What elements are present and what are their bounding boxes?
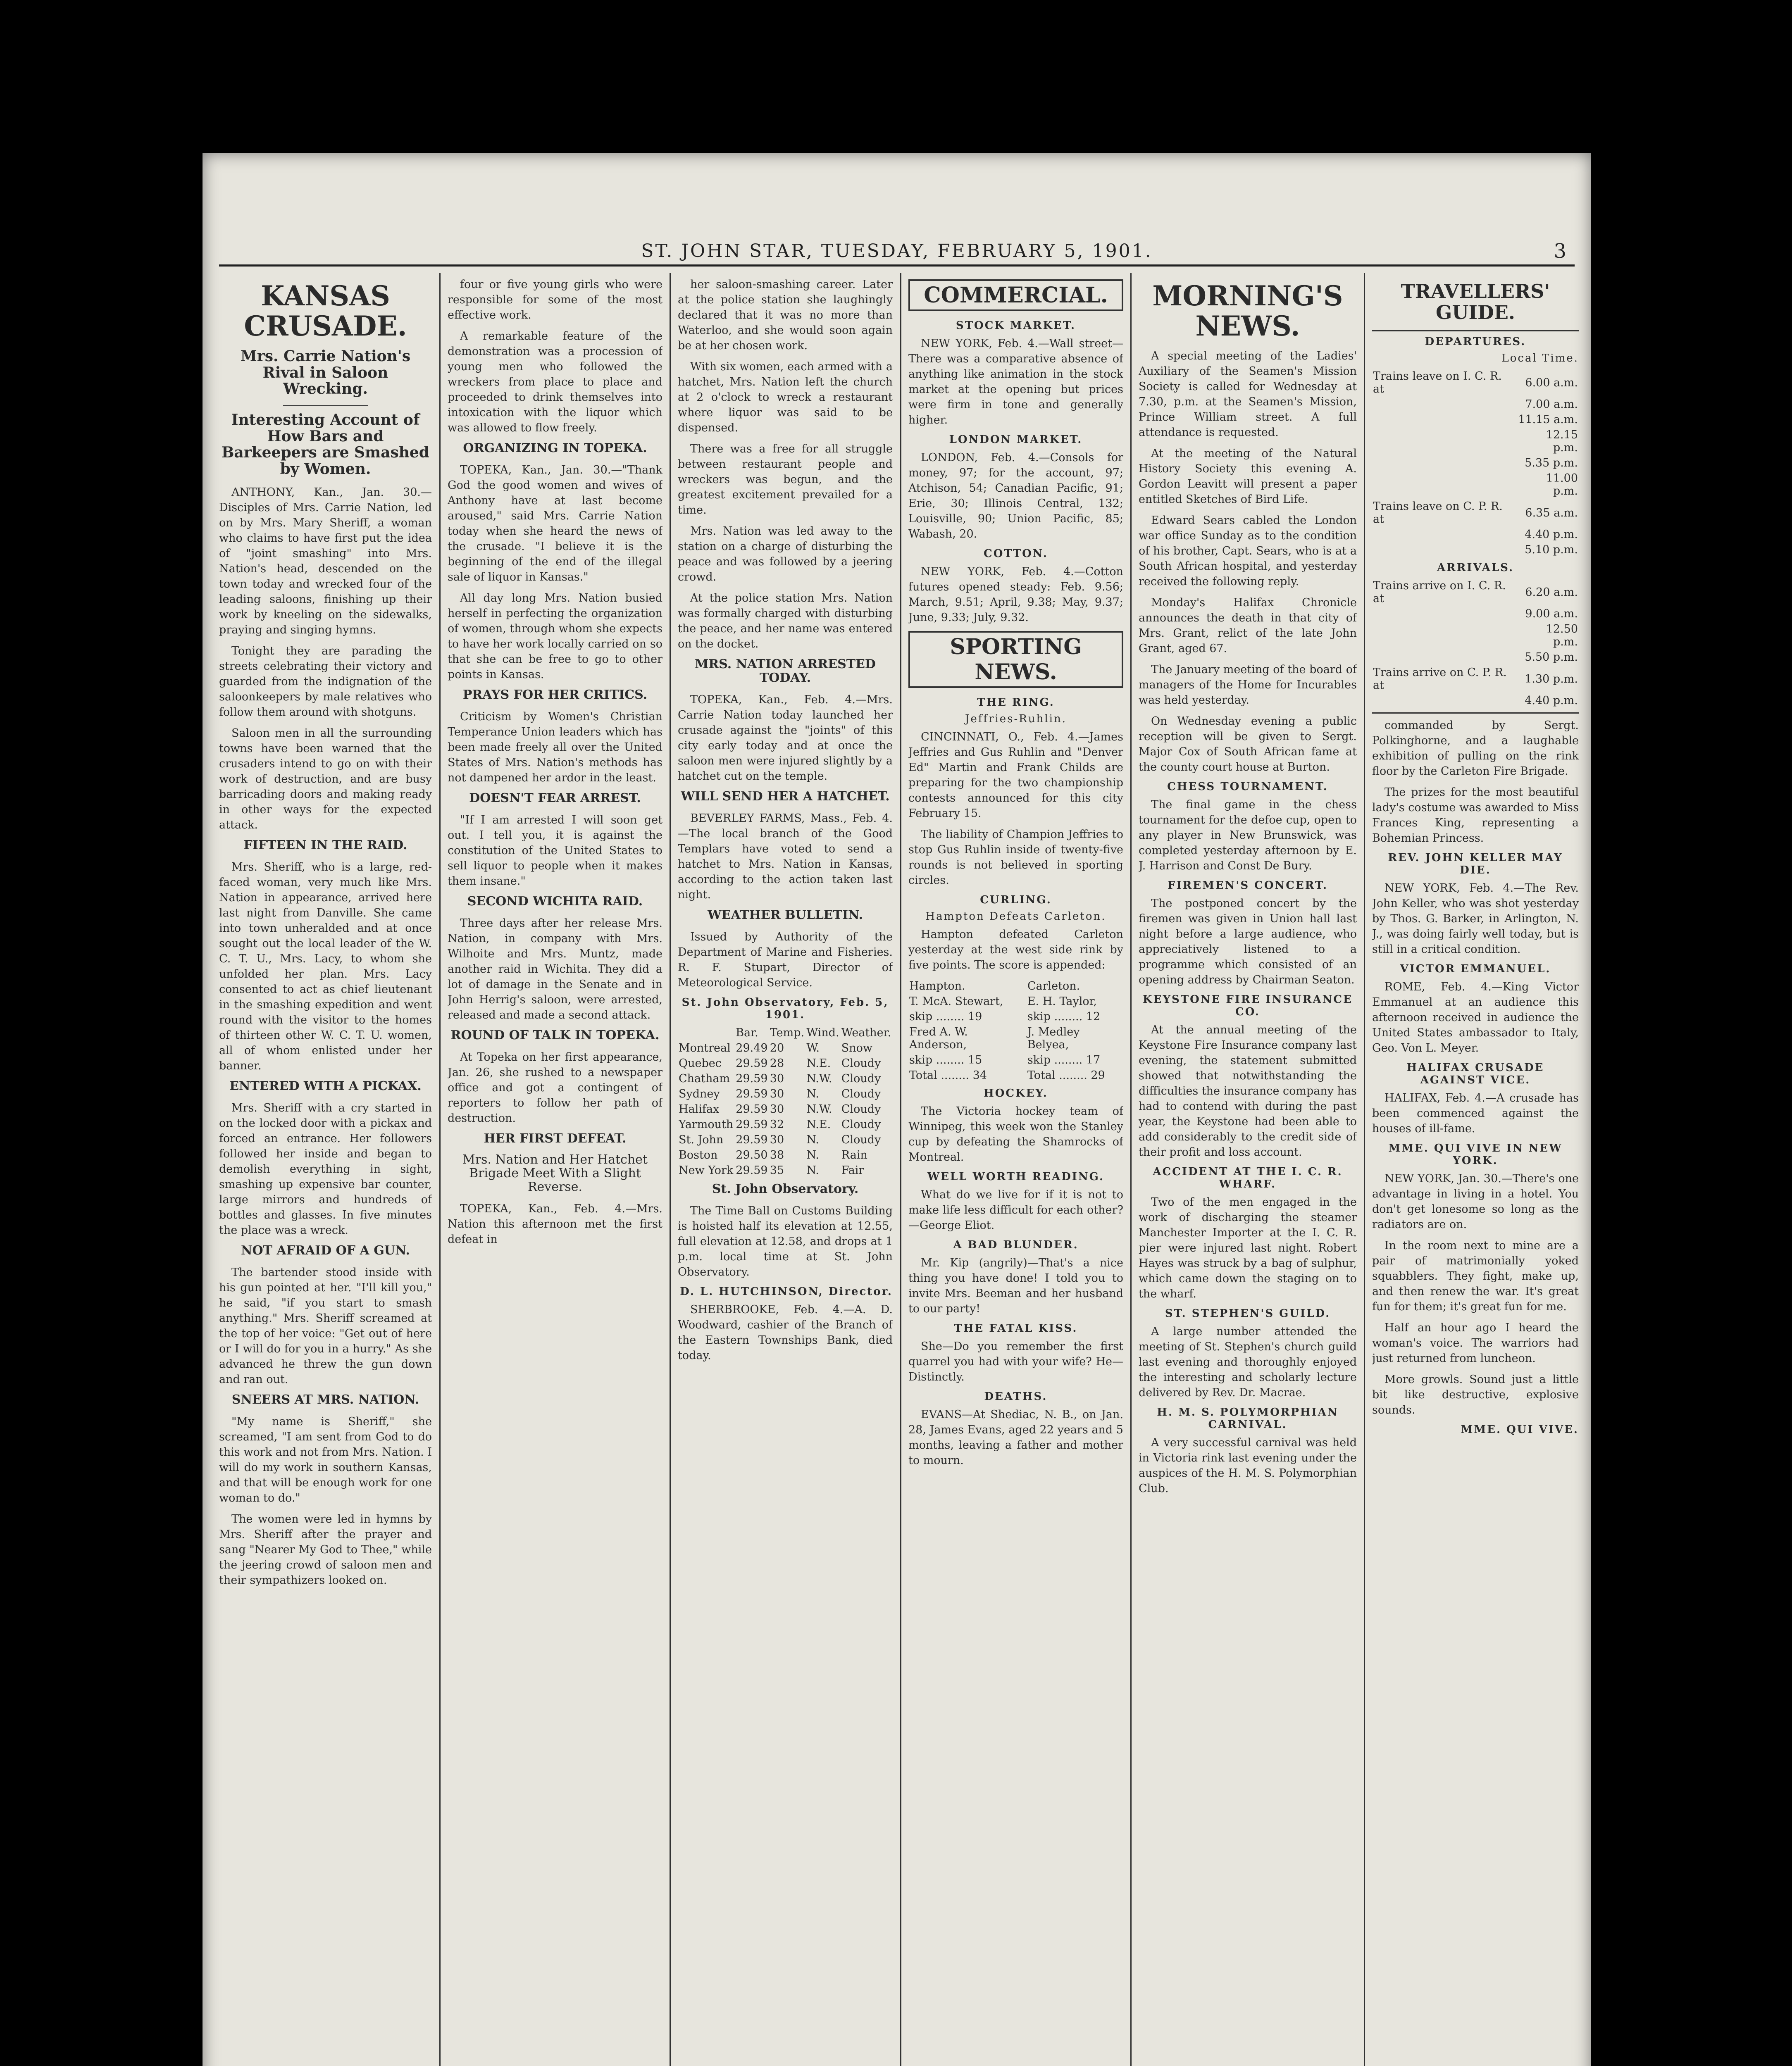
paragraph: The Victoria hockey team of Winnipeg, this week won the Stanley cup by defeating the Shamrocks of Montreal. bbox=[908, 1105, 1123, 1164]
section-banner-commercial: COMMERCIAL. bbox=[908, 279, 1123, 311]
section-heading: HOCKEY. bbox=[984, 1087, 1048, 1100]
table-cell: 30 bbox=[770, 1133, 784, 1146]
column-rule bbox=[1130, 273, 1132, 2066]
time-note: Local Time. bbox=[1501, 352, 1579, 365]
headline: TRAVELLERS' GUIDE. bbox=[1401, 280, 1550, 324]
column-travellers-guide bbox=[1372, 277, 1579, 2066]
section-heading: WEATHER BULLETIN. bbox=[708, 908, 863, 922]
column-rule bbox=[1364, 273, 1365, 2066]
section-heading: MRS. NATION ARRESTED TODAY. bbox=[695, 657, 876, 685]
table-row bbox=[1372, 606, 1579, 621]
section-heading: H. M. S. POLYMORPHIAN CARNIVAL. bbox=[1157, 1406, 1339, 1431]
headline: MORNING'S NEWS. bbox=[1152, 280, 1343, 342]
paragraph: There was a free for all struggle between restaurant people and wreckers was begun, and the greatest excitement prevailed for a time. bbox=[678, 443, 893, 516]
table-row bbox=[1372, 542, 1579, 557]
paragraph: BEVERLEY FARMS, Mass., Feb. 4.—The local branch of the Good Templars have voted to send a hatchet to Mrs. Nation in Kansas, according to the action taken last night. bbox=[678, 812, 893, 901]
table-cell: Trains leave on I. C. R. at bbox=[1373, 370, 1502, 396]
table-row bbox=[908, 994, 1123, 1009]
paragraph: ROME, Feb. 4.—King Victor Emmanuel at an audience this afternoon received in audience the United States ambassador to Italy, Geo. Von L. Meyer. bbox=[1372, 981, 1579, 1055]
section-heading: CURLING. bbox=[980, 894, 1052, 906]
section-heading: SNEERS AT MRS. NATION. bbox=[231, 1392, 419, 1407]
table-cell: 6.35 a.m. bbox=[1525, 506, 1578, 519]
table-row bbox=[1372, 397, 1579, 412]
table-cell: 12.15 p.m. bbox=[1546, 428, 1578, 455]
table-cell: 4.40 p.m. bbox=[1525, 528, 1578, 541]
table-cell: Fair bbox=[841, 1164, 864, 1177]
table-row bbox=[1372, 412, 1579, 427]
table-row bbox=[678, 1132, 893, 1147]
paragraph: commanded by Sergt. Polkinghorne, and a laughable exhibition of pulling on the rink floor by the Carleton Fire Brigade. bbox=[1372, 719, 1579, 778]
table-cell: Yarmouth bbox=[679, 1118, 734, 1131]
paragraph: All day long Mrs. Nation busied herself in perfecting the organization of women, through whom she expects to have her work locally carried on so that she can be free to go to other points in Kansas. bbox=[448, 592, 662, 681]
section-heading: SECOND WICHITA RAID. bbox=[467, 894, 643, 909]
table-row bbox=[1372, 578, 1579, 606]
table-cell: W. bbox=[806, 1042, 820, 1054]
paragraph: The prizes for the most beautiful lady's costume was awarded to Miss Frances King, representing a Bohemian Princess. bbox=[1372, 786, 1579, 845]
table-row bbox=[1372, 369, 1579, 397]
paragraph: "If I am arrested I will soon get out. I tell you, it is against the constitution of the United States to sell liquor to people when it makes them insane." bbox=[448, 814, 662, 888]
table-row bbox=[1372, 665, 1579, 693]
table-row bbox=[1372, 499, 1579, 527]
table-cell: 29.49 bbox=[736, 1042, 768, 1054]
table-cell: 11.00 p.m. bbox=[1546, 472, 1578, 498]
paragraph: her saloon-smashing career. Later at the police station she laughingly declared that it was no more than Waterloo, and she would soon again be at her chosen work. bbox=[678, 278, 893, 352]
paragraph: Monday's Halifax Chronicle announces the death in that city of Mrs. Grant, relict of the late John Grant, aged 67. bbox=[1139, 596, 1357, 655]
table-cell: Chatham bbox=[679, 1072, 730, 1085]
table-row bbox=[908, 1024, 1123, 1052]
paragraph: The women were led in hymns by Mrs. Sheriff after the prayer and sang "Nearer My God to Thee," while the jeering crowd of saloon men and their sympathizers looked on. bbox=[219, 1513, 432, 1587]
paragraph: At the meeting of the Natural History Society this evening A. Gordon Leavitt will present a paper entitled Sketches of Bird Life. bbox=[1139, 447, 1357, 506]
paragraph: TOPEKA, Kan., Feb. 4.—Mrs. Nation this afternoon met the first defeat in bbox=[448, 1202, 662, 1246]
table-cell: 5.50 p.m. bbox=[1525, 651, 1578, 664]
table-cell: 29.59 bbox=[736, 1164, 768, 1177]
section-heading: DEATHS. bbox=[984, 1390, 1048, 1403]
table-cell bbox=[1372, 527, 1517, 542]
column-kansas-crusade bbox=[219, 277, 432, 2066]
subhead: Hampton Defeats Carleton. bbox=[925, 910, 1106, 923]
table-row bbox=[678, 1163, 893, 1178]
paragraph: four or five young girls who were responsible for some of the most effective work. bbox=[448, 278, 662, 321]
section-heading: STOCK MARKET. bbox=[956, 319, 1076, 332]
table-cell: Trains arrive on I. C. R. at bbox=[1373, 579, 1506, 605]
section-heading: ARRIVALS. bbox=[1437, 562, 1514, 574]
divider bbox=[283, 405, 368, 406]
table-cell: T. McA. Stewart, bbox=[909, 995, 1003, 1008]
table-cell: Cloudy bbox=[841, 1118, 881, 1131]
column-rule bbox=[900, 273, 901, 2066]
section-heading: ACCIDENT AT THE I. C. R. WHARF. bbox=[1153, 1166, 1343, 1191]
paragraph: The postponed concert by the firemen was given in Union hall last night before a large audience, who appreciatively listened to a programme which consisted of an opening address by Chairman Seaton. bbox=[1139, 897, 1357, 987]
paragraph: She—Do you remember the first quarrel you had with your wife? He—Distinctly. bbox=[908, 1340, 1123, 1383]
paragraph: Tonight they are parading the streets celebrating their victory and guarded from the indignation of the saloonkeepers by male relatives who follow them around with shotguns. bbox=[219, 645, 432, 719]
table-row bbox=[1372, 471, 1579, 499]
page-number: 3 bbox=[1554, 240, 1566, 263]
table-cell: 5.35 p.m. bbox=[1525, 457, 1578, 470]
table-row bbox=[1372, 527, 1579, 542]
table-cell: 29.59 bbox=[736, 1057, 768, 1070]
section-heading: MME. QUI VIVE IN NEW YORK. bbox=[1388, 1142, 1563, 1167]
table-cell: Cloudy bbox=[841, 1088, 881, 1100]
column-3 bbox=[678, 277, 893, 2066]
table-cell: skip ........ 17 bbox=[1027, 1054, 1101, 1066]
column-rule bbox=[670, 273, 671, 2066]
table-cell: 7.00 a.m. bbox=[1525, 398, 1578, 411]
paragraph: ANTHONY, Kan., Jan. 30.—Disciples of Mrs. Carrie Nation, led on by Mrs. Mary Sheriff, a woman who claims to have first put the idea of "joint smashing" into Mrs. Nation's head, descended on the town today and wrecked four of the leading saloons, finishing up their work by kneeling on the sidewalks, praying and singing hymns. bbox=[219, 486, 432, 637]
column-rule bbox=[439, 273, 441, 2066]
section-heading: HALIFAX CRUSADE AGAINST VICE. bbox=[1406, 1062, 1544, 1087]
paragraph: In the room next to mine are a pair of matrimonially yoked squabblers. They fight, make up, and then renew the war. It's great fun for them; it's great fun for me. bbox=[1372, 1239, 1579, 1314]
table-cell: Total ........ 29 bbox=[1027, 1069, 1105, 1082]
table-header: Carleton. bbox=[1027, 980, 1080, 993]
table-header: Temp. bbox=[770, 1026, 805, 1039]
section-heading: THE RING. bbox=[977, 696, 1055, 709]
table-cell bbox=[1372, 397, 1517, 412]
signature: D. L. HUTCHINSON, Director. bbox=[680, 1285, 893, 1298]
table-cell: 30 bbox=[770, 1072, 784, 1085]
column-2 bbox=[448, 277, 662, 2066]
table-row bbox=[1372, 455, 1579, 471]
paragraph: Edward Sears cabled the London war office Sunday as to the condition of his brother, Capt. Sears, who is at a South African hospital, and yesterday received the following reply. bbox=[1139, 514, 1357, 588]
subhead: Interesting Account of How Bars and Barkeepers are Smashed by Women. bbox=[222, 411, 429, 478]
paragraph: EVANS—At Shediac, N. B., on Jan. 28, James Evans, aged 22 years and 5 months, leaving a father and mother to mourn. bbox=[908, 1408, 1123, 1467]
table-cell: 30 bbox=[770, 1103, 784, 1116]
table-cell: Total ........ 34 bbox=[909, 1069, 987, 1082]
table-cell: N.W. bbox=[806, 1072, 832, 1085]
table-cell: 12.50 p.m. bbox=[1546, 623, 1578, 649]
table-cell: 1.30 p.m. bbox=[1525, 672, 1578, 685]
table-cell: Trains arrive on C. P. R. at bbox=[1373, 666, 1507, 692]
paragraph: Mrs. Sheriff with a cry started in on the locked door with a pickax and forced an entrance. Her followers followed her inside and began to demolish everything in sight, smashing up expensive bar counter, large mirrors and hundreds of bottles and glasses. In five minutes the place was a wreck. bbox=[219, 1102, 432, 1237]
table-cell: 29.59 bbox=[736, 1118, 768, 1131]
section-heading: HER FIRST DEFEAT. bbox=[484, 1131, 627, 1146]
weather-table bbox=[678, 1025, 893, 1178]
table-cell bbox=[1372, 621, 1518, 650]
section-heading: A BAD BLUNDER. bbox=[953, 1239, 1079, 1251]
table-cell: Trains leave on C. P. R. at bbox=[1373, 500, 1503, 526]
paragraph: At the police station Mrs. Nation was formally charged with disturbing the peace, and her name was entered on the docket. bbox=[678, 592, 893, 650]
table-header: Weather. bbox=[841, 1026, 891, 1039]
table-cell: Halifax bbox=[679, 1103, 720, 1116]
table-cell: N. bbox=[806, 1149, 819, 1162]
paragraph: At Topeka on her first appearance, Jan. 26, she rushed to a newspaper office and got a contingent of reporters to follow her path of destruction. bbox=[448, 1051, 662, 1125]
table-cell: 28 bbox=[770, 1057, 784, 1070]
paragraph: At the annual meeting of the Keystone Fire Insurance company last evening, the statement submitted showed that notwithstanding the difficulties the insurance company has had to contend with during the past year, the Keystone had been able to add considerably to the credit side of their profit and loss account. bbox=[1139, 1023, 1357, 1159]
table-row bbox=[1372, 427, 1579, 455]
section-heading: COTTON. bbox=[984, 547, 1048, 560]
table-cell: Cloudy bbox=[841, 1057, 881, 1070]
section-heading: DOESN'T FEAR ARREST. bbox=[469, 791, 641, 805]
section-heading: DEPARTURES. bbox=[1425, 336, 1526, 348]
masthead-title: ST. JOHN STAR, TUESDAY, FEBRUARY 5, 1901. bbox=[641, 240, 1153, 262]
table-row bbox=[1372, 621, 1579, 650]
table-cell: Rain bbox=[841, 1149, 867, 1162]
paragraph: The Time Ball on Customs Building is hoisted half its elevation at 12.55, full elevation at 12.58, and drops at 1 p.m. local time at St. John Observatory. bbox=[678, 1204, 893, 1278]
table-row bbox=[678, 1071, 893, 1086]
table-row bbox=[908, 1068, 1123, 1083]
table-row bbox=[678, 1040, 893, 1056]
paragraph: More growls. Sound just a little bit like destructive, explosive sounds. bbox=[1372, 1373, 1579, 1417]
table-cell: N.E. bbox=[806, 1118, 831, 1131]
paragraph: LONDON, Feb. 4.—Consols for money, 97; for the account, 97; Atchison, 54; Canadian Pacific, 91; Erie, 30; Illinois Central, 132; Louisville, 90; Union Pacific, 85; Wabash, 20. bbox=[908, 451, 1123, 540]
table-cell: Cloudy bbox=[841, 1072, 881, 1085]
table-row bbox=[908, 1052, 1123, 1068]
table-cell: skip ........ 12 bbox=[1027, 1010, 1101, 1023]
table-header: Wind. bbox=[806, 1026, 839, 1039]
paragraph: Saloon men in all the surrounding towns have been warned that the crusaders intend to go on with their work of destruction, and are busy barricading doors and making ready in other ways for the expected attack. bbox=[219, 727, 432, 832]
table-cell bbox=[1372, 693, 1518, 708]
table-row bbox=[678, 1086, 893, 1102]
paragraph: Mrs. Sheriff, who is a large, red-faced woman, very much like Mrs. Nation in appearance, arrived here last night from Danville. She came into town unheralded and at once sought out the local leader of the W. C. T. U., Mrs. Lacy, to whom she unfolded her plan. Mrs. Lacy consented to act as chief lieutenant in the smashing expedition and went round with the visitor to the homes of thirteen other W. C. T. U. women, all of whom enlisted under her banner. bbox=[219, 861, 432, 1073]
table-cell: 29.59 bbox=[736, 1103, 768, 1116]
table-cell: 6.20 a.m. bbox=[1525, 586, 1578, 599]
paragraph: Criticism by Women's Christian Temperance Union leaders which has been made freely all over the United States of Mrs. Nation's methods has not dampened her ardor in the least. bbox=[448, 710, 662, 784]
section-heading: REV. JOHN KELLER MAY DIE. bbox=[1388, 852, 1563, 877]
paragraph: NEW YORK, Feb. 4.—Cotton futures opened steady: Feb. 9.56; March, 9.51; April, 9.38; May, 9.37; June, 9.33; July, 9.32. bbox=[908, 565, 1123, 624]
paragraph: "My name is Sheriff," she screamed, "I am sent from God to do this work and not from Mrs. Nation. I will do my work in southern Kansas, and that will be enough work for one woman to do." bbox=[219, 1415, 432, 1505]
paragraph: Mr. Kip (angrily)—That's a nice thing you have done! I told you to invite Mrs. Beeman and her husband to our party! bbox=[908, 1257, 1123, 1315]
subhead: Jeffries-Ruhlin. bbox=[965, 713, 1067, 725]
section-heading: THE FATAL KISS. bbox=[954, 1322, 1078, 1335]
table-cell: N. bbox=[806, 1164, 819, 1177]
section-heading: ROUND OF TALK IN TOPEKA. bbox=[450, 1028, 660, 1043]
paragraph: SHERBROOKE, Feb. 4.—A. D. Woodward, cashier of the Branch of the Eastern Townships Bank, died today. bbox=[678, 1303, 893, 1362]
departures-table bbox=[1372, 369, 1579, 557]
paragraph: Three days after her release Mrs. Nation, in company with Mrs. Wilhoite and Mrs. Muntz, made another raid in Wichita. They did a lot of damage in the Senate and in John Herrig's saloon, were arrested, released and made a second attack. bbox=[448, 917, 662, 1021]
section-heading: ORGANIZING IN TOPEKA. bbox=[463, 441, 647, 455]
table-cell: Quebec bbox=[679, 1057, 722, 1070]
table-cell: N.E. bbox=[806, 1057, 831, 1070]
paragraph: What do we live for if it is not to make life less difficult for each other?—George Eliot. bbox=[908, 1188, 1123, 1232]
paragraph: On Wednesday evening a public reception will be given to Sergt. Major Cox of South African fame at the county court house at Burton. bbox=[1139, 715, 1357, 774]
masthead bbox=[219, 240, 1575, 267]
table-cell: 30 bbox=[770, 1088, 784, 1100]
arrivals-table bbox=[1372, 578, 1579, 708]
paragraph: NEW YORK, Jan. 30.—There's one advantage in living in a hotel. You don't get lonesome so long as the radiators are on. bbox=[1372, 1172, 1579, 1231]
table-cell: skip ........ 15 bbox=[909, 1054, 982, 1066]
paragraph: The liability of Champion Jeffries to stop Gus Ruhlin inside of twenty-five rounds is not believed in sporting circles. bbox=[908, 828, 1123, 887]
table-cell: New York bbox=[679, 1164, 734, 1177]
table-cell: 4.40 p.m. bbox=[1525, 694, 1578, 707]
section-heading: ENTERED WITH A PICKAX. bbox=[229, 1079, 422, 1094]
paragraph: A large number attended the meeting of St. Stephen's church guild last evening and thoroughly enjoyed the interesting and scholarly lecture delivered by Rev. Dr. Macrae. bbox=[1139, 1325, 1357, 1400]
table-cell: E. H. Taylor, bbox=[1027, 995, 1097, 1008]
section-heading: St. John Observatory. bbox=[712, 1182, 859, 1196]
table-row bbox=[678, 1117, 893, 1132]
table-cell: Cloudy bbox=[841, 1103, 881, 1116]
table-cell: 35 bbox=[770, 1164, 784, 1177]
table-row bbox=[1372, 693, 1579, 708]
weather-title: St. John Observatory, Feb. 5, 1901. bbox=[682, 996, 889, 1021]
divider bbox=[1372, 712, 1579, 714]
table-cell: St. John bbox=[679, 1133, 724, 1146]
column-commercial-sporting bbox=[908, 277, 1123, 2066]
paragraph: A remarkable feature of the demonstration was a procession of young men who followed the wreckers from place to place and proceeded to drink themselves into intoxication with the liquor which was allowed to flow freely. bbox=[448, 330, 662, 434]
section-heading: PRAYS FOR HER CRITICS. bbox=[462, 688, 648, 702]
table-cell: 29.50 bbox=[736, 1149, 768, 1162]
table-cell: 6.00 a.m. bbox=[1525, 376, 1578, 389]
divider bbox=[1372, 330, 1579, 331]
paragraph: NEW YORK, Feb. 4.—The Rev. John Keller, who was shot yesterday by Thos. G. Barker, in Arlington, N. J., was doing fairly well today, but is still in a critical condition. bbox=[1372, 882, 1579, 956]
table-row bbox=[1372, 650, 1579, 665]
paragraph: The final game in the chess tournament for the defoe cup, open to any player in New Brunswick, was completed yesterday afternoon by E. J. Harrison and Const De Bury. bbox=[1139, 798, 1357, 873]
paragraph: Half an hour ago I heard the woman's voice. The warriors had just returned from luncheon. bbox=[1372, 1321, 1579, 1365]
table-cell: Fred A. W. Anderson, bbox=[909, 1026, 968, 1051]
section-heading: LONDON MARKET. bbox=[949, 433, 1083, 446]
headline: KANSAS CRUSADE. bbox=[244, 280, 407, 342]
table-cell bbox=[1372, 455, 1517, 471]
table-header-row bbox=[678, 1025, 893, 1040]
table-row bbox=[678, 1147, 893, 1163]
table-header bbox=[678, 1025, 735, 1040]
section-heading: NOT AFRAID OF A GUN. bbox=[241, 1243, 410, 1258]
table-cell bbox=[1372, 606, 1518, 621]
table-cell: Montreal bbox=[679, 1042, 731, 1054]
paragraph: Hampton defeated Carleton yesterday at the west side rink by five points. The score is appended: bbox=[908, 928, 1123, 971]
table-header-row bbox=[908, 978, 1123, 994]
table-cell: 29.59 bbox=[736, 1133, 768, 1146]
table-cell: 32 bbox=[770, 1118, 784, 1131]
table-cell: 11.15 a.m. bbox=[1518, 413, 1578, 426]
subhead: Mrs. Carrie Nation's Rival in Saloon Wrecking. bbox=[240, 348, 411, 398]
section-heading: ST. STEPHEN'S GUILD. bbox=[1165, 1307, 1331, 1320]
section-heading: VICTOR EMMANUEL. bbox=[1400, 963, 1551, 976]
table-cell: 38 bbox=[770, 1149, 784, 1162]
table-cell bbox=[1372, 650, 1518, 665]
paragraph: CINCINNATI, O., Feb. 4.—James Jeffries and Gus Ruhlin and "Denver Ed" Martin and Frank Childs are preparing for the two championship contests announced for this city February 15. bbox=[908, 731, 1123, 820]
paragraph: NEW YORK, Feb. 4.—Wall street—There was a comparative absence of anything like animation in the stock market at the opening but prices were firm in tone and generally higher. bbox=[908, 337, 1123, 426]
table-cell: Cloudy bbox=[841, 1133, 881, 1146]
section-heading: WELL WORTH READING. bbox=[927, 1171, 1104, 1183]
table-row bbox=[908, 1009, 1123, 1024]
table-cell bbox=[1372, 427, 1517, 455]
table-cell: N. bbox=[806, 1133, 819, 1146]
section-heading: FIFTEEN IN THE RAID. bbox=[243, 838, 407, 853]
paragraph: TOPEKA, Kan., Jan. 30.—"Thank God the good women and wives of Anthony have at last become aroused," said Mrs. Carrie Nation today when she heard the news of the crusade. "I believe it is the beginning of the end of the illegal sale of liquor in Kansas." bbox=[448, 464, 662, 583]
table-row bbox=[678, 1056, 893, 1071]
table-cell: 29.59 bbox=[736, 1088, 768, 1100]
table-cell: Snow bbox=[841, 1042, 873, 1054]
table-cell: Boston bbox=[679, 1149, 718, 1162]
section-heading: CHESS TOURNAMENT. bbox=[1167, 781, 1328, 793]
table-cell: 29.59 bbox=[736, 1072, 768, 1085]
section-heading: FIREMEN'S CONCERT. bbox=[1167, 879, 1328, 892]
table-header: Bar. bbox=[736, 1026, 758, 1039]
paragraph: The January meeting of the board of managers of the Home for Incurables was held yesterday. bbox=[1139, 663, 1357, 707]
table-cell: 20 bbox=[770, 1042, 784, 1054]
section-heading: KEYSTONE FIRE INSURANCE CO. bbox=[1143, 993, 1353, 1019]
curling-score-table bbox=[908, 978, 1123, 1083]
paragraph: Two of the men engaged in the work of discharging the steamer Manchester Importer at the I. C. R. pier were injured last night. Robert Hayes was struck by a bag of sulphur, which came down the staging on to the wharf. bbox=[1139, 1196, 1357, 1301]
paragraph: A special meeting of the Ladies' Auxiliary of the Seamen's Mission Society is called for Wednesday at 7.30, p.m. at the Seamen's Mission, Prince William street. A full attendance is requested. bbox=[1139, 350, 1357, 439]
paragraph: Issued by Authority of the Department of Marine and Fisheries. R. F. Stupart, Director of Meteorological Service. bbox=[678, 931, 893, 989]
table-row bbox=[678, 1102, 893, 1117]
paragraph: TOPEKA, Kan., Feb. 4.—Mrs. Carrie Nation today launched her crusade against the "joints" of this city early today and at once the saloon men were injured slightly by a hatchet cut on the temple. bbox=[678, 693, 893, 783]
table-cell: J. Medley Belyea, bbox=[1027, 1026, 1080, 1051]
table-cell: N.W. bbox=[806, 1103, 832, 1116]
paragraph: HALIFAX, Feb. 4.—A crusade has been commenced against the houses of ill-fame. bbox=[1372, 1092, 1579, 1135]
table-cell: 5.10 p.m. bbox=[1525, 543, 1578, 557]
newspaper-page bbox=[203, 153, 1591, 2066]
paragraph: A very successful carnival was held in Victoria rink last evening under the auspices of the H. M. S. Polymorphian Club. bbox=[1139, 1436, 1357, 1495]
table-cell bbox=[1372, 471, 1517, 499]
paragraph: With six women, each armed with a hatchet, Mrs. Nation left the church at 2 o'clock to wreck a restaurant where liquor was said to be dispensed. bbox=[678, 360, 893, 434]
table-cell: Sydney bbox=[679, 1088, 720, 1100]
table-cell: skip ........ 19 bbox=[909, 1010, 982, 1023]
table-cell bbox=[1372, 412, 1517, 427]
signature: MME. QUI VIVE. bbox=[1461, 1423, 1579, 1436]
paragraph: The bartender stood inside with his gun pointed at her. "I'll kill you," he said, "if you start to smash anything." Mrs. Sheriff screamed at the top of her voice: "Get out of here or I will do for you in a hurry." As she advanced he threw the gun down and ran out. bbox=[219, 1266, 432, 1386]
section-banner-sporting: SPORTING NEWS. bbox=[908, 631, 1123, 688]
subhead: Mrs. Nation and Her Hatchet Brigade Meet With a Slight Reverse. bbox=[462, 1152, 648, 1194]
paragraph: Mrs. Nation was led away to the station on a charge of disturbing the peace and was followed by a jeering crowd. bbox=[678, 525, 893, 583]
table-cell: 9.00 a.m. bbox=[1525, 607, 1578, 621]
table-header: Hampton. bbox=[909, 980, 965, 993]
column-mornings-news bbox=[1139, 277, 1357, 2066]
table-cell: N. bbox=[806, 1088, 819, 1100]
table-cell bbox=[1372, 542, 1517, 557]
section-heading: WILL SEND HER A HATCHET. bbox=[681, 789, 890, 804]
